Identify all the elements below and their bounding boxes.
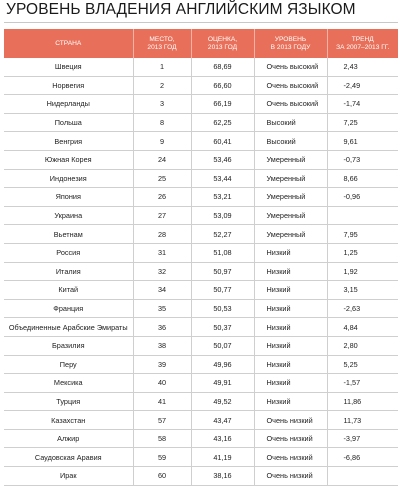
cell-country: Франция — [4, 299, 133, 318]
table-row — [4, 299, 398, 318]
cell-trend: 1,92 — [327, 262, 398, 281]
cell-trend: 1,25 — [327, 243, 398, 262]
cell-trend: 2,80 — [327, 336, 398, 355]
header-trend — [327, 29, 398, 58]
cell-level: Умеренный — [254, 206, 327, 225]
header-place-line1: МЕСТО, — [149, 35, 175, 43]
cell-level: Низкий — [254, 336, 327, 355]
header-place-line2: 2013 ГОД — [147, 43, 177, 51]
cell-country: Вьетнам — [4, 225, 133, 244]
cell-score: 53,09 — [191, 206, 254, 225]
cell-place: 8 — [133, 113, 191, 132]
header-trend-line1: ТРЕНД — [351, 35, 374, 43]
cell-score: 49,91 — [191, 374, 254, 393]
cell-place: 3 — [133, 95, 191, 114]
cell-score: 66,19 — [191, 95, 254, 114]
cell-country: Китай — [4, 281, 133, 300]
cell-country: Венгрия — [4, 132, 133, 151]
cell-place: 25 — [133, 169, 191, 188]
cell-level: Очень низкий — [254, 448, 327, 467]
header-score-line2: 2013 ГОД — [207, 43, 238, 51]
cell-trend: -6,86 — [327, 448, 398, 467]
page-title: УРОВЕНЬ ВЛАДЕНИЯ АНГЛИЙСКИМ ЯЗЫКОМ — [6, 1, 356, 18]
cell-trend — [327, 467, 398, 486]
cell-score: 50,53 — [191, 299, 254, 318]
header-country — [4, 29, 133, 58]
cell-place: 38 — [133, 336, 191, 355]
cell-score: 68,69 — [191, 58, 254, 76]
cell-place: 58 — [133, 429, 191, 448]
cell-score: 62,25 — [191, 113, 254, 132]
cell-score: 52,27 — [191, 225, 254, 244]
cell-place: 59 — [133, 448, 191, 467]
cell-place: 39 — [133, 355, 191, 374]
table-row — [4, 113, 398, 132]
cell-level: Очень высокий — [254, 58, 327, 76]
table-row — [4, 411, 398, 430]
cell-score: 43,16 — [191, 429, 254, 448]
cell-trend: -2,49 — [327, 76, 398, 95]
cell-level: Высокий — [254, 113, 327, 132]
table-row — [4, 76, 398, 95]
cell-score: 50,77 — [191, 281, 254, 300]
table-row — [4, 336, 398, 355]
table-row — [4, 225, 398, 244]
cell-score: 53,21 — [191, 188, 254, 207]
cell-place: 41 — [133, 392, 191, 411]
cell-score: 38,16 — [191, 467, 254, 486]
cell-trend: -2,63 — [327, 299, 398, 318]
cell-country: Казахстан — [4, 411, 133, 430]
cell-score: 50,07 — [191, 336, 254, 355]
header-level-line1: УРОВЕНЬ — [274, 35, 307, 43]
cell-score: 41,19 — [191, 448, 254, 467]
title-divider — [4, 22, 398, 23]
cell-score: 53,44 — [191, 169, 254, 188]
cell-place: 9 — [133, 132, 191, 151]
cell-country: Мексика — [4, 374, 133, 393]
header-score — [191, 29, 254, 58]
cell-country: Нидерланды — [4, 95, 133, 114]
cell-level: Низкий — [254, 243, 327, 262]
table-row — [4, 318, 398, 337]
table-row — [4, 448, 398, 467]
cell-country: Италия — [4, 262, 133, 281]
cell-score: 51,08 — [191, 243, 254, 262]
cell-country: Алжир — [4, 429, 133, 448]
cell-place: 27 — [133, 206, 191, 225]
cell-place: 36 — [133, 318, 191, 337]
header-trend-line2: ЗА 2007–2013 ГГ. — [336, 43, 390, 51]
table-row — [4, 374, 398, 393]
cell-trend: 2,43 — [327, 58, 398, 76]
cell-trend: -1,57 — [327, 374, 398, 393]
cell-trend: 11,73 — [327, 411, 398, 430]
cell-level: Очень низкий — [254, 429, 327, 448]
cell-country: Украина — [4, 206, 133, 225]
cell-place: 57 — [133, 411, 191, 430]
cell-level: Низкий — [254, 392, 327, 411]
cell-trend: 3,15 — [327, 281, 398, 300]
proficiency-table — [4, 29, 398, 486]
cell-trend: 7,25 — [327, 113, 398, 132]
cell-trend: -0,73 — [327, 150, 398, 169]
table-row — [4, 281, 398, 300]
cell-score: 53,46 — [191, 150, 254, 169]
cell-country: Польша — [4, 113, 133, 132]
cell-level: Очень низкий — [254, 467, 327, 486]
cell-level: Низкий — [254, 355, 327, 374]
table-row — [4, 206, 398, 225]
cell-country: Объединенные Арабские Эмираты — [4, 318, 133, 337]
cell-country: Турция — [4, 392, 133, 411]
header-score-line1: ОЦЕНКА, — [207, 35, 238, 43]
cell-trend: 5,25 — [327, 355, 398, 374]
cell-place: 40 — [133, 374, 191, 393]
cell-level: Высокий — [254, 132, 327, 151]
cell-score: 66,60 — [191, 76, 254, 95]
cell-level: Низкий — [254, 299, 327, 318]
cell-country: Россия — [4, 243, 133, 262]
cell-level: Умеренный — [254, 188, 327, 207]
cell-trend: 11,86 — [327, 392, 398, 411]
header-place — [133, 29, 191, 58]
cell-level: Низкий — [254, 318, 327, 337]
cell-level: Умеренный — [254, 150, 327, 169]
table-row — [4, 429, 398, 448]
cell-trend: 9,61 — [327, 132, 398, 151]
cell-score: 43,47 — [191, 411, 254, 430]
table-row — [4, 95, 398, 114]
cell-trend: 8,66 — [327, 169, 398, 188]
cell-level: Умеренный — [254, 225, 327, 244]
cell-place: 24 — [133, 150, 191, 169]
cell-place: 28 — [133, 225, 191, 244]
cell-country: Ирак — [4, 467, 133, 486]
cell-score: 50,37 — [191, 318, 254, 337]
cell-country: Южная Корея — [4, 150, 133, 169]
cell-place: 35 — [133, 299, 191, 318]
cell-score: 49,52 — [191, 392, 254, 411]
header-country-label: СТРАНА — [55, 39, 82, 47]
table-row — [4, 132, 398, 151]
cell-score: 49,96 — [191, 355, 254, 374]
cell-place: 2 — [133, 76, 191, 95]
cell-trend: -3,97 — [327, 429, 398, 448]
table-row — [4, 169, 398, 188]
header-level-line2: В 2013 ГОДУ — [270, 43, 311, 51]
cell-level: Низкий — [254, 281, 327, 300]
cell-level: Низкий — [254, 374, 327, 393]
cell-level: Очень низкий — [254, 411, 327, 430]
table-row — [4, 262, 398, 281]
cell-level: Умеренный — [254, 169, 327, 188]
cell-place: 34 — [133, 281, 191, 300]
cell-country: Бразилия — [4, 336, 133, 355]
cell-level: Очень высокий — [254, 76, 327, 95]
header-level — [254, 29, 327, 58]
cell-trend: -1,74 — [327, 95, 398, 114]
table-header-row — [4, 29, 398, 58]
cell-trend: 4,84 — [327, 318, 398, 337]
cell-country: Саудовская Аравия — [4, 448, 133, 467]
cell-place: 1 — [133, 58, 191, 76]
cell-country: Перу — [4, 355, 133, 374]
cell-country: Швеция — [4, 58, 133, 76]
table-row — [4, 150, 398, 169]
cell-trend — [327, 206, 398, 225]
cell-trend: 7,95 — [327, 225, 398, 244]
table-row — [4, 243, 398, 262]
cell-country: Япония — [4, 188, 133, 207]
cell-country: Индонезия — [4, 169, 133, 188]
cell-score: 60,41 — [191, 132, 254, 151]
table-row — [4, 188, 398, 207]
cell-place: 31 — [133, 243, 191, 262]
table-row — [4, 355, 398, 374]
cell-score: 50,97 — [191, 262, 254, 281]
cell-level: Очень высокий — [254, 95, 327, 114]
cell-level: Низкий — [254, 262, 327, 281]
cell-place: 26 — [133, 188, 191, 207]
cell-country: Норвегия — [4, 76, 133, 95]
cell-trend: -0,96 — [327, 188, 398, 207]
table-row — [4, 58, 398, 76]
table-row — [4, 467, 398, 486]
table-row — [4, 392, 398, 411]
cell-place: 60 — [133, 467, 191, 486]
cell-place: 32 — [133, 262, 191, 281]
